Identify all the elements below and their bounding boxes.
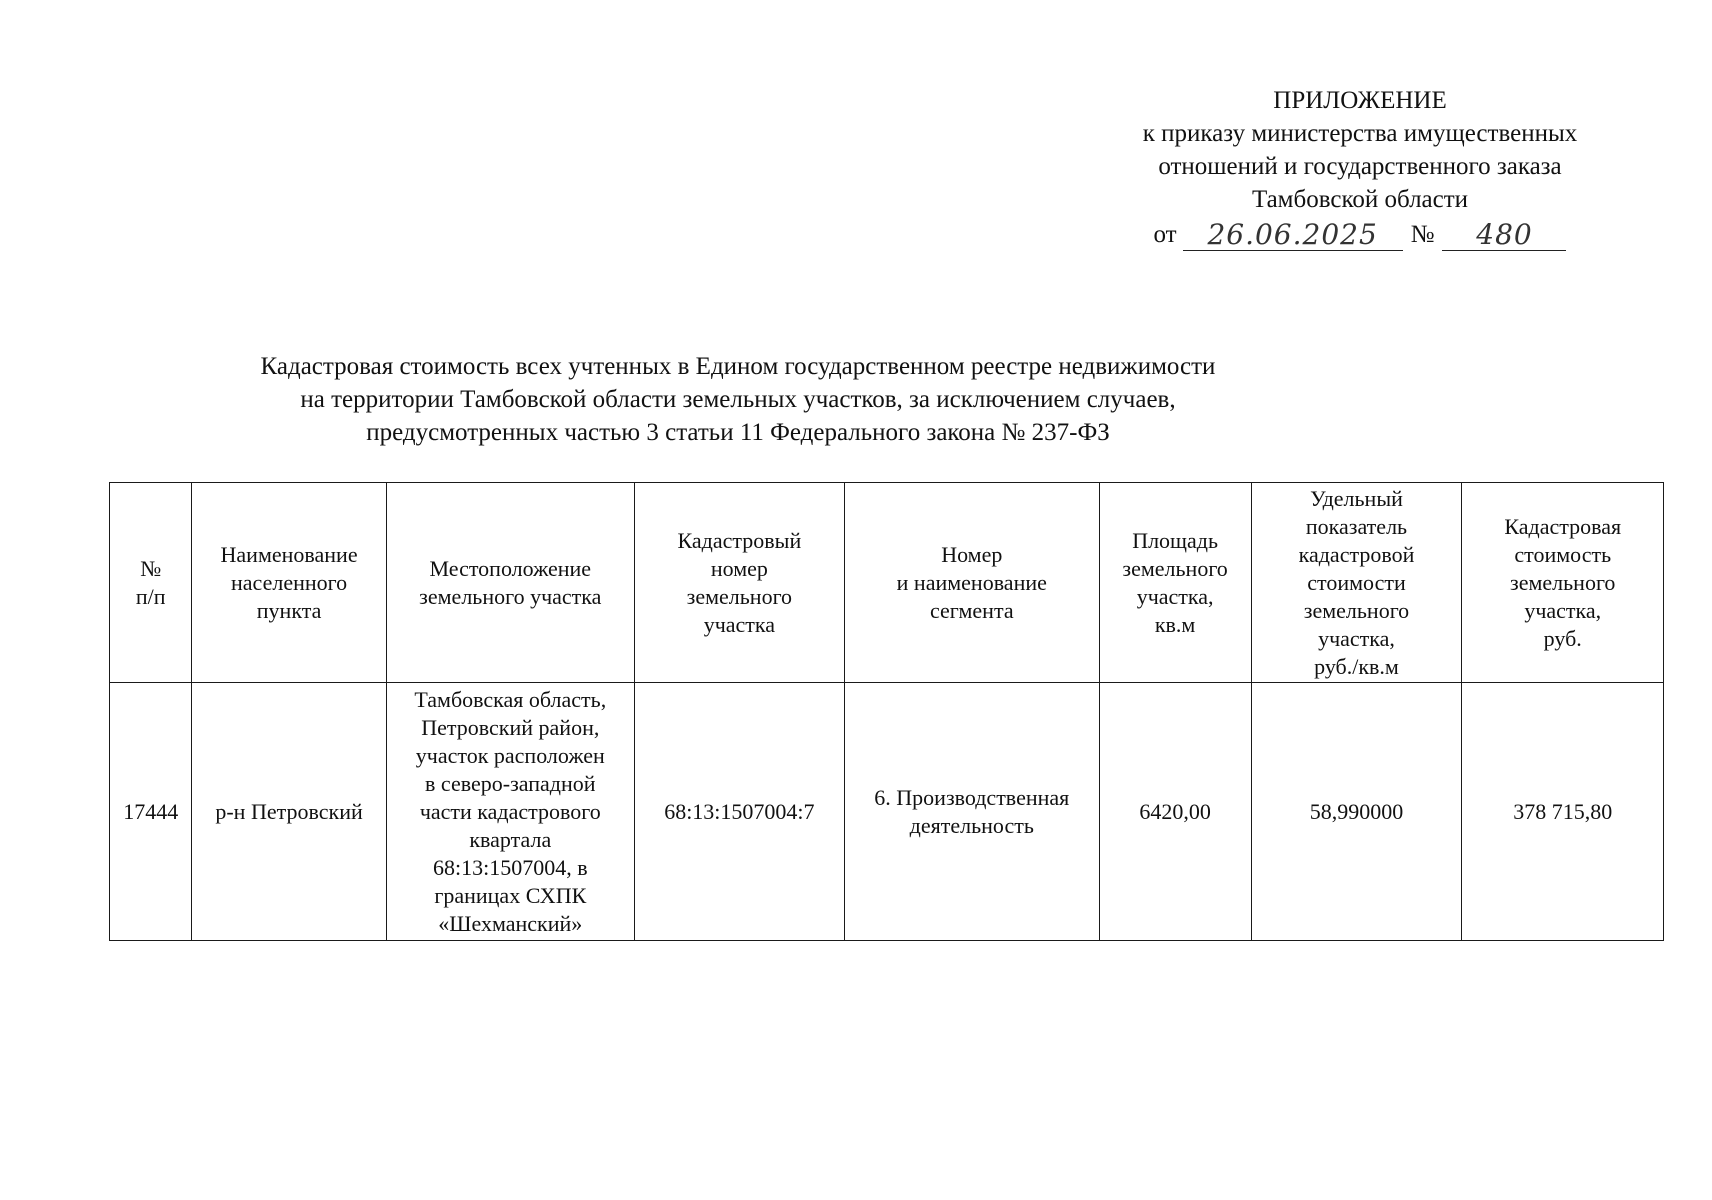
order-number-handwritten: 480 [1442, 220, 1566, 251]
number-prefix: № [1410, 221, 1435, 248]
cell-cadastral-value: 378 715,80 [1462, 683, 1664, 941]
header-area: Площадь земельного участка, кв.м [1099, 483, 1251, 683]
header-specific-value: Удельный показатель кадастровой стоимости земельного участка, руб./кв.м [1251, 483, 1462, 683]
header-settlement-name: Наименование населенного пункта [192, 483, 386, 683]
header-segment: Номер и наименование сегмента [844, 483, 1099, 683]
cadastral-value-table [109, 482, 1664, 941]
cell-number: 17444 [110, 683, 192, 941]
cell-settlement-name: р-н Петровский [192, 683, 386, 941]
header-location: Местоположение земельного участка [386, 483, 634, 683]
date-prefix: от [1153, 221, 1177, 248]
cell-area: 6420,00 [1099, 683, 1251, 941]
appendix-block [1100, 84, 1620, 251]
table-row [110, 683, 1664, 941]
appendix-line-1: к приказу министерства имущественных [1142, 120, 1578, 147]
appendix-line-3: Тамбовской области [1251, 186, 1469, 213]
heading-line-3: предусмотренных частью 3 статьи 11 Федерального закона № 237-ФЗ [366, 419, 1110, 446]
order-date-handwritten: 26.06.2025 [1183, 220, 1403, 251]
cell-segment: 6. Производственная деятельность [844, 683, 1099, 941]
order-date-number-line [1100, 218, 1620, 251]
heading-line-1: Кадастровая стоимость всех учтенных в Едином государственном реестре недвижимости [260, 353, 1216, 380]
header-number: № п/п [110, 483, 192, 683]
cell-cadastral-number: 68:13:1507004:7 [634, 683, 844, 941]
appendix-line-2: отношений и государственного заказа [1158, 153, 1562, 180]
header-cadastral-value: Кадастровая стоимость земельного участка, руб. [1462, 483, 1664, 683]
appendix-title: ПРИЛОЖЕНИЕ [1273, 87, 1447, 114]
document-heading [100, 350, 1376, 449]
heading-line-2: на территории Тамбовской области земельных участков, за исключением случаев, [300, 386, 1176, 413]
table-header-row [110, 483, 1664, 683]
header-cadastral-number: Кадастровый номер земельного участка [634, 483, 844, 683]
cell-specific-value: 58,990000 [1251, 683, 1462, 941]
cell-location: Тамбовская область, Петровский район, участок расположен в северо-западной части кадастрового квартала 68:13:1507004, в границах СХПК «Шехманский» [386, 683, 634, 941]
